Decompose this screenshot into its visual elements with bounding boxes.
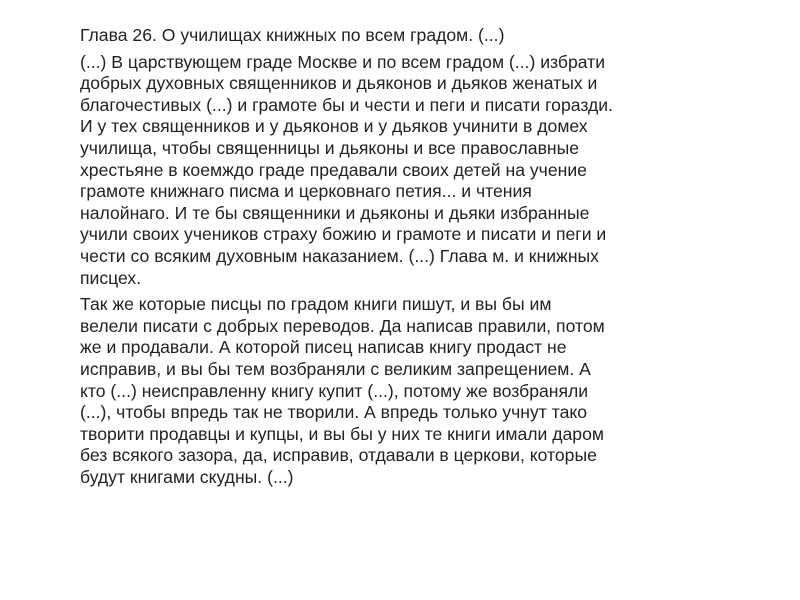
text-line: благочестивых (...) и грамоте бы и чести и пеги и писати горазди. <box>80 94 613 115</box>
text-line: училища, чтобы священницы и дьяконы и все православные <box>80 137 580 158</box>
text-line: (...) В царствующем граде Москве и по всем градом (...) избрати <box>80 51 606 72</box>
text-line: исправив, и вы бы тем возбраняли с великим запрещением. А <box>80 358 591 379</box>
text-line: писцех. <box>80 267 142 288</box>
document-body <box>80 25 770 488</box>
text-line: грамоте книжнаго писма и церковнаго петия... и чтения <box>80 181 532 202</box>
text-line: без всякого зазора, да, исправив, отдавали в церкови, которые <box>80 445 597 466</box>
text-line: кто (...) неисправленну книгу купит (...), потому же возбраняли <box>80 380 589 401</box>
text-line: (...), чтобы впредь так не творили. А впредь только учнут тако <box>80 402 588 423</box>
text-line: учили своих учеников страху божию и грамоте и писати и пеги и <box>80 224 607 245</box>
text-line: добрых духовных священников и дьяконов и дьяков женатых и <box>80 73 598 94</box>
text-line: Так же которые писцы по градом книги пишут, и вы бы им <box>80 294 552 315</box>
text-line: хрестьяне в коемждо граде предавали своих детей на учение <box>80 159 587 180</box>
text-line: же и продавали. А которой писец написав книгу продаст не <box>80 337 567 358</box>
text-line: велели писати с добрых переводов. Да написав правили, потом <box>80 315 605 336</box>
text-line: Глава 26. О училищах книжных по всем градом. (...) <box>80 25 505 45</box>
paragraph-heading <box>80 25 770 47</box>
text-line: творити продавцы и купцы, и вы бы у них те книги имали даром <box>80 423 604 444</box>
text-line: налойнаго. И те бы священники и дьяконы и дьяки избранные <box>80 202 590 223</box>
paragraph <box>80 52 770 290</box>
text-line: чести со всяким духовным наказанием. (...) Глава м. и книжных <box>80 245 599 266</box>
text-line: будут книгами скудны. (...) <box>80 466 294 487</box>
text-line: И у тех священников и у дьяконов и у дьяков учинити в домех <box>80 116 588 137</box>
paragraph <box>80 294 770 488</box>
